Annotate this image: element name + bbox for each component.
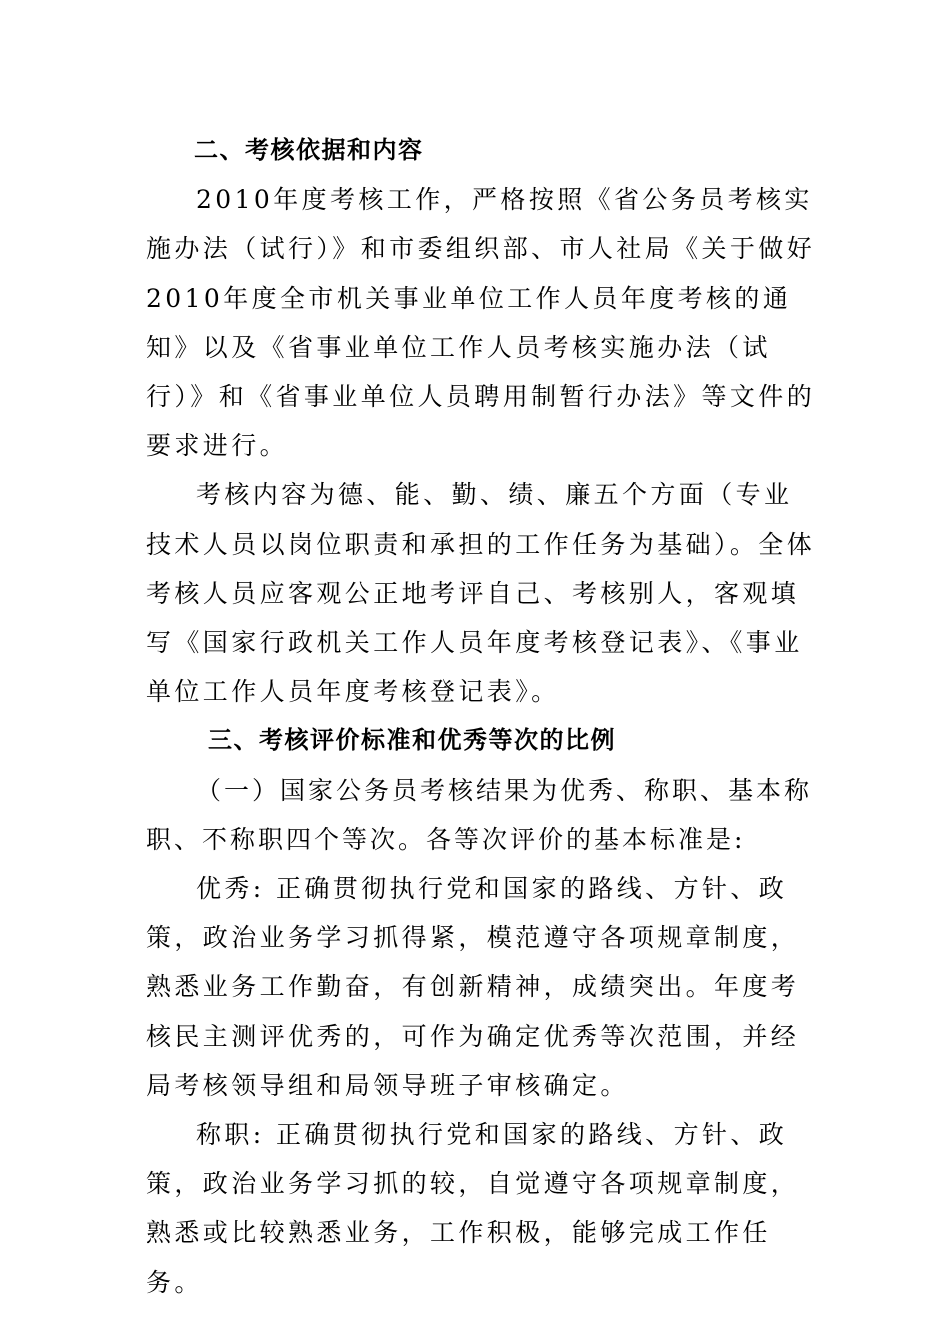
section-heading-basis: 二、考核依据和内容	[194, 136, 424, 164]
paragraph-basis: 2010年度考核工作，严格按照《省公务员考核实施办法（试行）》和市委组织部、市人社局《关于做好2010年度全市机关事业单位工作人员年度考核的通知》以及《省事业单位工作人员考核实施办法（试行）》和《省事业单位人员聘用制暂行办法》等文件的要求进行。	[146, 185, 816, 461]
paragraph-competent: 称职: 正确贯彻执行党和国家的路线、方针、政策，政治业务学习抓的较，自觉遵守各项规章制度，熟悉或比较熟悉业务，工作积极，能够完成工作任务。	[146, 1120, 800, 1297]
section-heading-standards: 三、考核评价标准和优秀等次的比例	[208, 726, 616, 755]
paragraph-levels: （一）国家公务员考核结果为优秀、称职、基本称职、不称职四个等次。各等次评价的基本标准是:	[146, 775, 813, 854]
paragraph-content: 考核内容为德、能、勤、绩、廉五个方面（专业技术人员以岗位职责和承担的工作任务为基础）。全体考核人员应客观公正地考评自己、考核别人，客观填写《国家行政机关工作人员年度考核登记表》、《事业单位工作人员年度考核登记表》。	[146, 480, 816, 707]
document-body	[146, 126, 816, 1307]
paragraph-excellent: 优秀: 正确贯彻执行党和国家的路线、方针、政策，政治业务学习抓得紧，模范遵守各项规章制度，熟悉业务工作勤奋，有创新精神，成绩突出。年度考核民主测评优秀的，可作为确定优秀等次范围，并经局考核领导组和局领导班子审核确定。	[146, 874, 800, 1100]
